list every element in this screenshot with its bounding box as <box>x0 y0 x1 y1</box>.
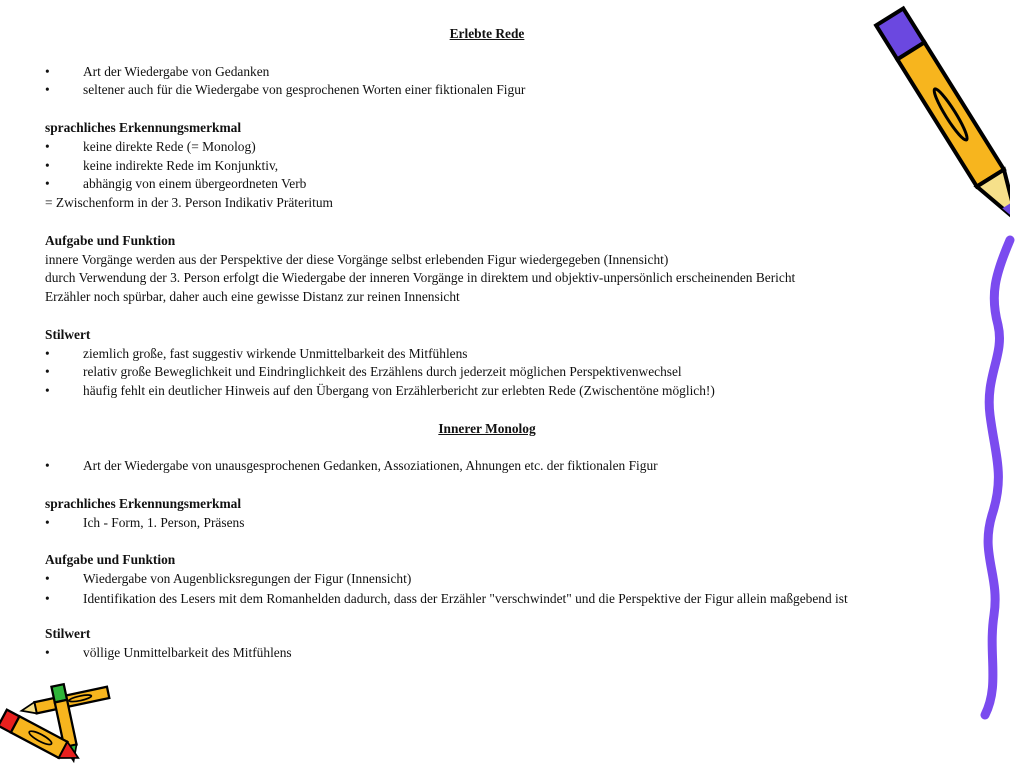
list-item: • Wiedergabe von Augenblicksregungen der Figur (Innensicht) <box>45 570 945 589</box>
list-item: • relativ große Beweglichkeit und Eindringlichkeit des Erzählens durch jederzeit möglichen Perspektivenwechsel <box>45 363 945 382</box>
list-item: • völlige Unmittelbarkeit des Mitfühlens <box>45 644 945 663</box>
list-item: • häufig fehlt ein deutlicher Hinweis auf den Übergang von Erzählerbericht zur erlebten Rede (Zwischentöne möglich!) <box>45 382 945 401</box>
merkmal-summary: = Zwischenform in der 3. Person Indikativ Präteritum <box>45 195 333 211</box>
heading-merkmal: sprachliches Erkennungsmerkmal <box>45 119 242 135</box>
heading-funktion: Aufgabe und Funktion <box>45 232 176 248</box>
list-item: • Ich - Form, 1. Person, Präsens <box>45 514 945 533</box>
decorative-squiggle-icon <box>960 235 1020 725</box>
list-item: • keine indirekte Rede im Konjunktiv, <box>45 157 945 176</box>
paragraph-line: Erzähler noch spürbar, daher auch eine gewisse Distanz zur reinen Innensicht <box>45 289 460 305</box>
heading-merkmal: sprachliches Erkennungsmerkmal <box>45 495 242 511</box>
heading-stilwert: Stilwert <box>45 326 91 342</box>
document-body <box>45 25 945 662</box>
list-item: • Identifikation des Lesers mit dem Romanhelden dadurch, dass der Erzähler "verschwindet" und die Perspektive der Figur allein maßgebend ist <box>45 589 883 606</box>
list-item: • Art der Wiedergabe von Gedanken <box>45 63 945 82</box>
section-title-erlebte-rede: Erlebte Rede <box>449 26 525 41</box>
pencil-icon <box>860 0 1010 245</box>
list-item: • Art der Wiedergabe von unausgesprochenen Gedanken, Assoziationen, Ahnungen etc. der fiktionalen Figur <box>45 457 945 476</box>
list-item: • seltener auch für die Wiedergabe von gesprochenen Worten einer fiktionalen Figur <box>45 81 945 100</box>
paragraph-line: innere Vorgänge werden aus der Perspektive der diese Vorgänge selbst erlebenden Figur wiedergegeben (Innensicht) <box>45 251 669 267</box>
list-item: • keine direkte Rede (= Monolog) <box>45 138 945 157</box>
heading-stilwert: Stilwert <box>45 625 91 641</box>
section-title-innerer-monolog: Innerer Monolog <box>438 420 536 436</box>
list-item: • abhängig von einem übergeordneten Verb <box>45 175 945 194</box>
paragraph-line: durch Verwendung der 3. Person erfolgt die Wiedergabe der inneren Vorgänge in direktem und objektiv-unpersönlich erscheinenden Bericht <box>45 270 796 286</box>
list-item: • ziemlich große, fast suggestiv wirkende Unmittelbarkeit des Mitfühlens <box>45 345 945 364</box>
crossed-pencils-icon <box>0 682 120 767</box>
heading-funktion: Aufgabe und Funktion <box>45 552 176 568</box>
